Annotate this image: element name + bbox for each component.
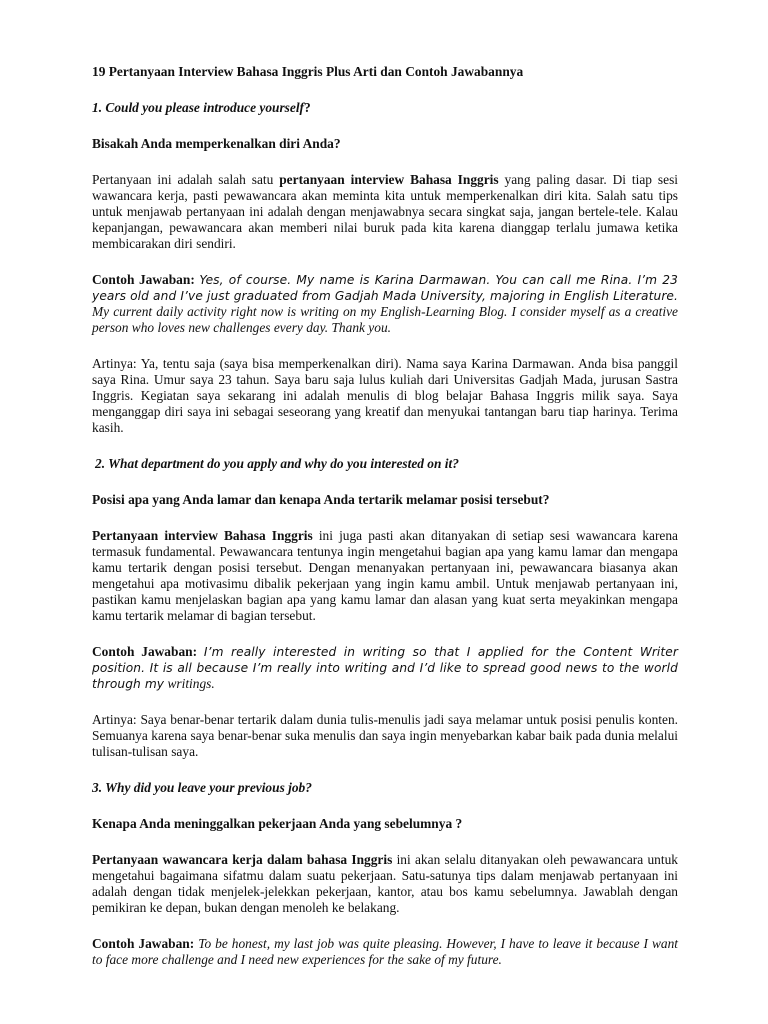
document-page [92,64,678,988]
explanation-3-body: ini akan selalu ditanyakan oleh pewawancara untuk mengetahui bagaimana sifatmu dalam suatu pekerjaan. Satu-satunya tips dalam menjawab pertanyaan ini adalah dengan tidak menjelek-jelekkan pekerjaan, kantor, atau bos kamu sebelumnya. Jawablah dengan pemikiran ke depan, bukan dengan menoleh ke belakang. [92,852,678,915]
answer-1 [92,272,678,336]
answer-2-colon: : [192,644,198,659]
answer-2-label: Contoh Jawaban [92,644,193,659]
explanation-3 [92,852,678,916]
explanation-1 [92,172,678,252]
explanation-1-pre: Pertanyaan ini adalah salah satu [92,172,280,187]
answer-1-colon: : [190,272,195,287]
answer-3-label: Contoh Jawaban [92,936,190,951]
translation-2: Artinya: Saya benar-benar tertarik dalam dunia tulis-menulis jadi saya melamar untuk posisi penulis konten. Semuanya karena saya benar-benar suka menulis dan saya ingin menyebarkan kabar baik pada dunia melalui tulisan-tulisan saya. [92,712,678,759]
answer-2-script: I’m really interested in writing so that I applied for the Content Writer position. It is all because I’m really into writing and I’d like to spread good news to the world through my [92,645,679,691]
answer-1-italic: My current daily activity right now is writing on my English-Learning Blog. I consider myself as a creative person who loves new challenges every day. Thank you. [92,304,678,335]
answer-3 [92,936,678,968]
question-1-indonesian: Bisakah Anda memperkenalkan diri Anda? [92,136,341,151]
answer-2-italic: writings. [164,676,215,691]
question-2-indonesian: Posisi apa yang Anda lamar dan kenapa Anda tertarik melamar posisi tersebut? [92,492,550,507]
answer-2 [92,644,678,692]
document-title: 19 Pertanyaan Interview Bahasa Inggris Plus Arti dan Contoh Jawabannya [92,64,524,79]
question-1-english [92,100,678,116]
explanation-2 [92,528,678,624]
explanation-1-keyword: pertanyaan interview Bahasa Inggris [279,172,499,187]
question-3-indonesian: Kenapa Anda meninggalkan pekerjaan Anda yang sebelumnya ? [92,816,463,831]
translation-1: Artinya: Ya, tentu saja (saya bisa memperkenalkan diri). Nama saya Karina Darmawan. Anda bisa panggil saya Rina. Umur saya 23 tahun. Saya baru saja lulus kuliah dari Universitas Gadjah Mada, jurusan Sastra Inggris. Kegiatan saya sekarang ini adalah menulis di blog belajar Bahasa Inggris milik saya. Saya menganggap diri saya ini sebagai seseorang yang kreatif dan menyukai tantangan baru tiap harinya. Terima kasih. [92,356,678,435]
answer-1-label: Contoh Jawaban [92,272,191,287]
answer-1-script: Yes, of course. My name is Karina Darmawan. You can call me Rina. I’m 23 years old and I’ve just graduated from Gadjah Mada University, majoring in English Literature. [92,273,679,303]
explanation-3-keyword: Pertanyaan wawancara kerja dalam bahasa Inggris [92,852,393,867]
explanation-1-body: yang paling dasar. Di tiap sesi wawancara kerja, pasti pewawancara akan meminta kita untuk memperkenalkan diri kita. Salah satu tips untuk menjawab pertanyaan ini adalah dengan menjawabnya secara singkat saja, jangan bertele-tele. Kalau kepanjangan, pewawancara akan memberi nilai buruk pada kita karena dianggap terlalu jumawa ketika membicarakan diri sendiri. [92,172,678,251]
question-1-mark: ? [304,100,311,115]
question-1-text: 1. Could you please introduce yourself [92,100,305,115]
explanation-2-body: ini juga pasti akan ditanyakan di setiap sesi wawancara karena termasuk fundamental. Pewawancara tentunya ingin mengetahui bagian apa yang kamu lamar dan mengapa kamu tertarik dengan posisi tersebut. Dengan menanyakan pertanyaan ini, pewawancara biasanya akan mengetahui apa motivasimu dibalik pekerjaan yang ingin kamu ambil. Untuk menjawab pertanyaan ini, pastikan kamu menjelaskan bagian apa yang kamu lamar dan alasan yang kuat serta meyakinkan mengapa kamu tertarik melamar di bagian tersebut. [92,528,678,623]
explanation-2-keyword: Pertanyaan interview Bahasa Inggris [92,528,313,543]
question-2-english: 2. What department do you apply and why do you interested on it? [95,456,459,471]
question-3-english: 3. Why did you leave your previous job? [92,780,312,795]
answer-3-colon: : [189,936,195,951]
answer-3-italic: To be honest, my last job was quite pleasing. However, I have to leave it because I want to face more challenge and I need new experiences for the sake of my future. [92,936,678,967]
